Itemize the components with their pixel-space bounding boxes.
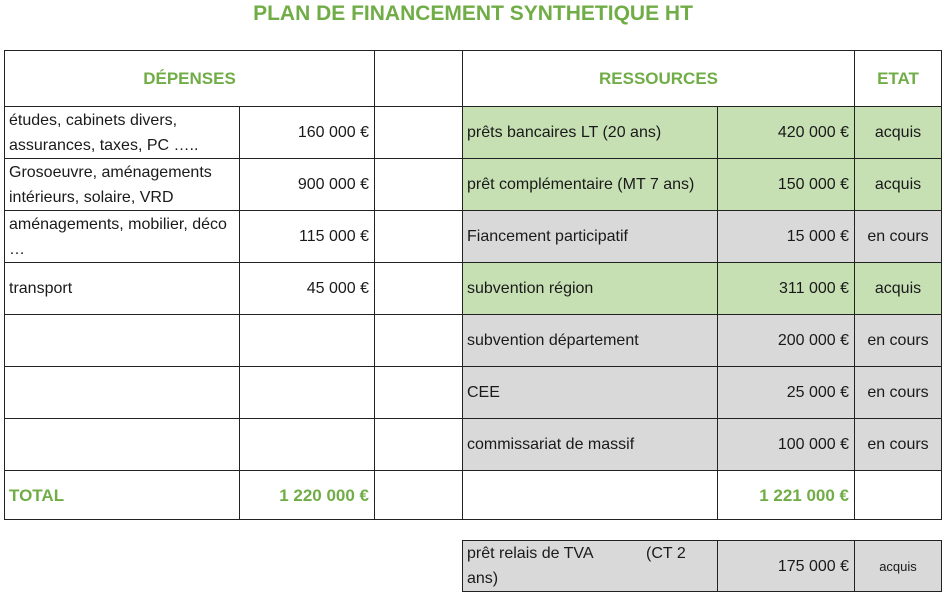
empty-cell — [4, 314, 240, 367]
relais-amount: 175 000 € — [717, 540, 855, 592]
empty-cell — [239, 314, 375, 367]
depense-amount: 900 000 € — [239, 158, 375, 211]
ressource-label: Fiancement participatif — [462, 210, 718, 263]
header-spacer — [374, 50, 463, 107]
empty-cell — [239, 418, 375, 471]
spacer-cell — [374, 210, 463, 263]
total-label: TOTAL — [4, 470, 240, 520]
total-ressources: 1 221 000 € — [717, 470, 855, 520]
ressource-label: commissariat de massif — [462, 418, 718, 471]
total-depenses: 1 220 000 € — [239, 470, 375, 520]
header-depenses: DÉPENSES — [4, 50, 375, 107]
depense-amount: 160 000 € — [239, 106, 375, 159]
page-title: PLAN DE FINANCEMENT SYNTHETIQUE HT — [253, 2, 693, 25]
ressource-label: subvention région — [462, 262, 718, 315]
ressource-etat: en cours — [854, 210, 942, 263]
spacer-cell — [374, 106, 463, 159]
depense-label: transport — [4, 262, 240, 315]
ressource-label: prêts bancaires LT (20 ans) — [462, 106, 718, 159]
depense-label: aménagements, mobilier, déco … — [4, 210, 240, 263]
spacer-cell — [374, 314, 463, 367]
ressource-etat: acquis — [854, 158, 942, 211]
spacer-cell — [374, 418, 463, 471]
depense-label: études, cabinets divers, assurances, taxes, PC ….. — [4, 106, 240, 159]
empty-cell — [239, 366, 375, 419]
spacer-cell — [374, 158, 463, 211]
relais-label: prêt relais de TVA (CT 2 ans) — [462, 540, 718, 592]
ressource-amount: 15 000 € — [717, 210, 855, 263]
ressource-etat: acquis — [854, 106, 942, 159]
header-etat: ETAT — [854, 50, 942, 107]
ressource-etat: acquis — [854, 262, 942, 315]
spacer-cell — [374, 366, 463, 419]
empty-cell — [854, 470, 942, 520]
header-ressources: RESSOURCES — [462, 50, 855, 107]
ressource-amount: 200 000 € — [717, 314, 855, 367]
spacer-cell — [374, 470, 463, 520]
ressource-amount: 420 000 € — [717, 106, 855, 159]
ressource-etat: en cours — [854, 418, 942, 471]
depense-label: Grosoeuvre, aménagements intérieurs, solaire, VRD — [4, 158, 240, 211]
ressource-amount: 100 000 € — [717, 418, 855, 471]
empty-cell — [4, 418, 240, 471]
spacer-cell — [374, 262, 463, 315]
ressource-amount: 150 000 € — [717, 158, 855, 211]
ressource-etat: en cours — [854, 366, 942, 419]
ressource-label: subvention département — [462, 314, 718, 367]
ressource-label: CEE — [462, 366, 718, 419]
depense-amount: 115 000 € — [239, 210, 375, 263]
ressource-amount: 25 000 € — [717, 366, 855, 419]
ressource-label: prêt complémentaire (MT 7 ans) — [462, 158, 718, 211]
depense-amount: 45 000 € — [239, 262, 375, 315]
empty-cell — [462, 470, 718, 520]
ressource-amount: 311 000 € — [717, 262, 855, 315]
ressource-etat: en cours — [854, 314, 942, 367]
relais-etat: acquis — [854, 540, 942, 592]
empty-cell — [4, 366, 240, 419]
